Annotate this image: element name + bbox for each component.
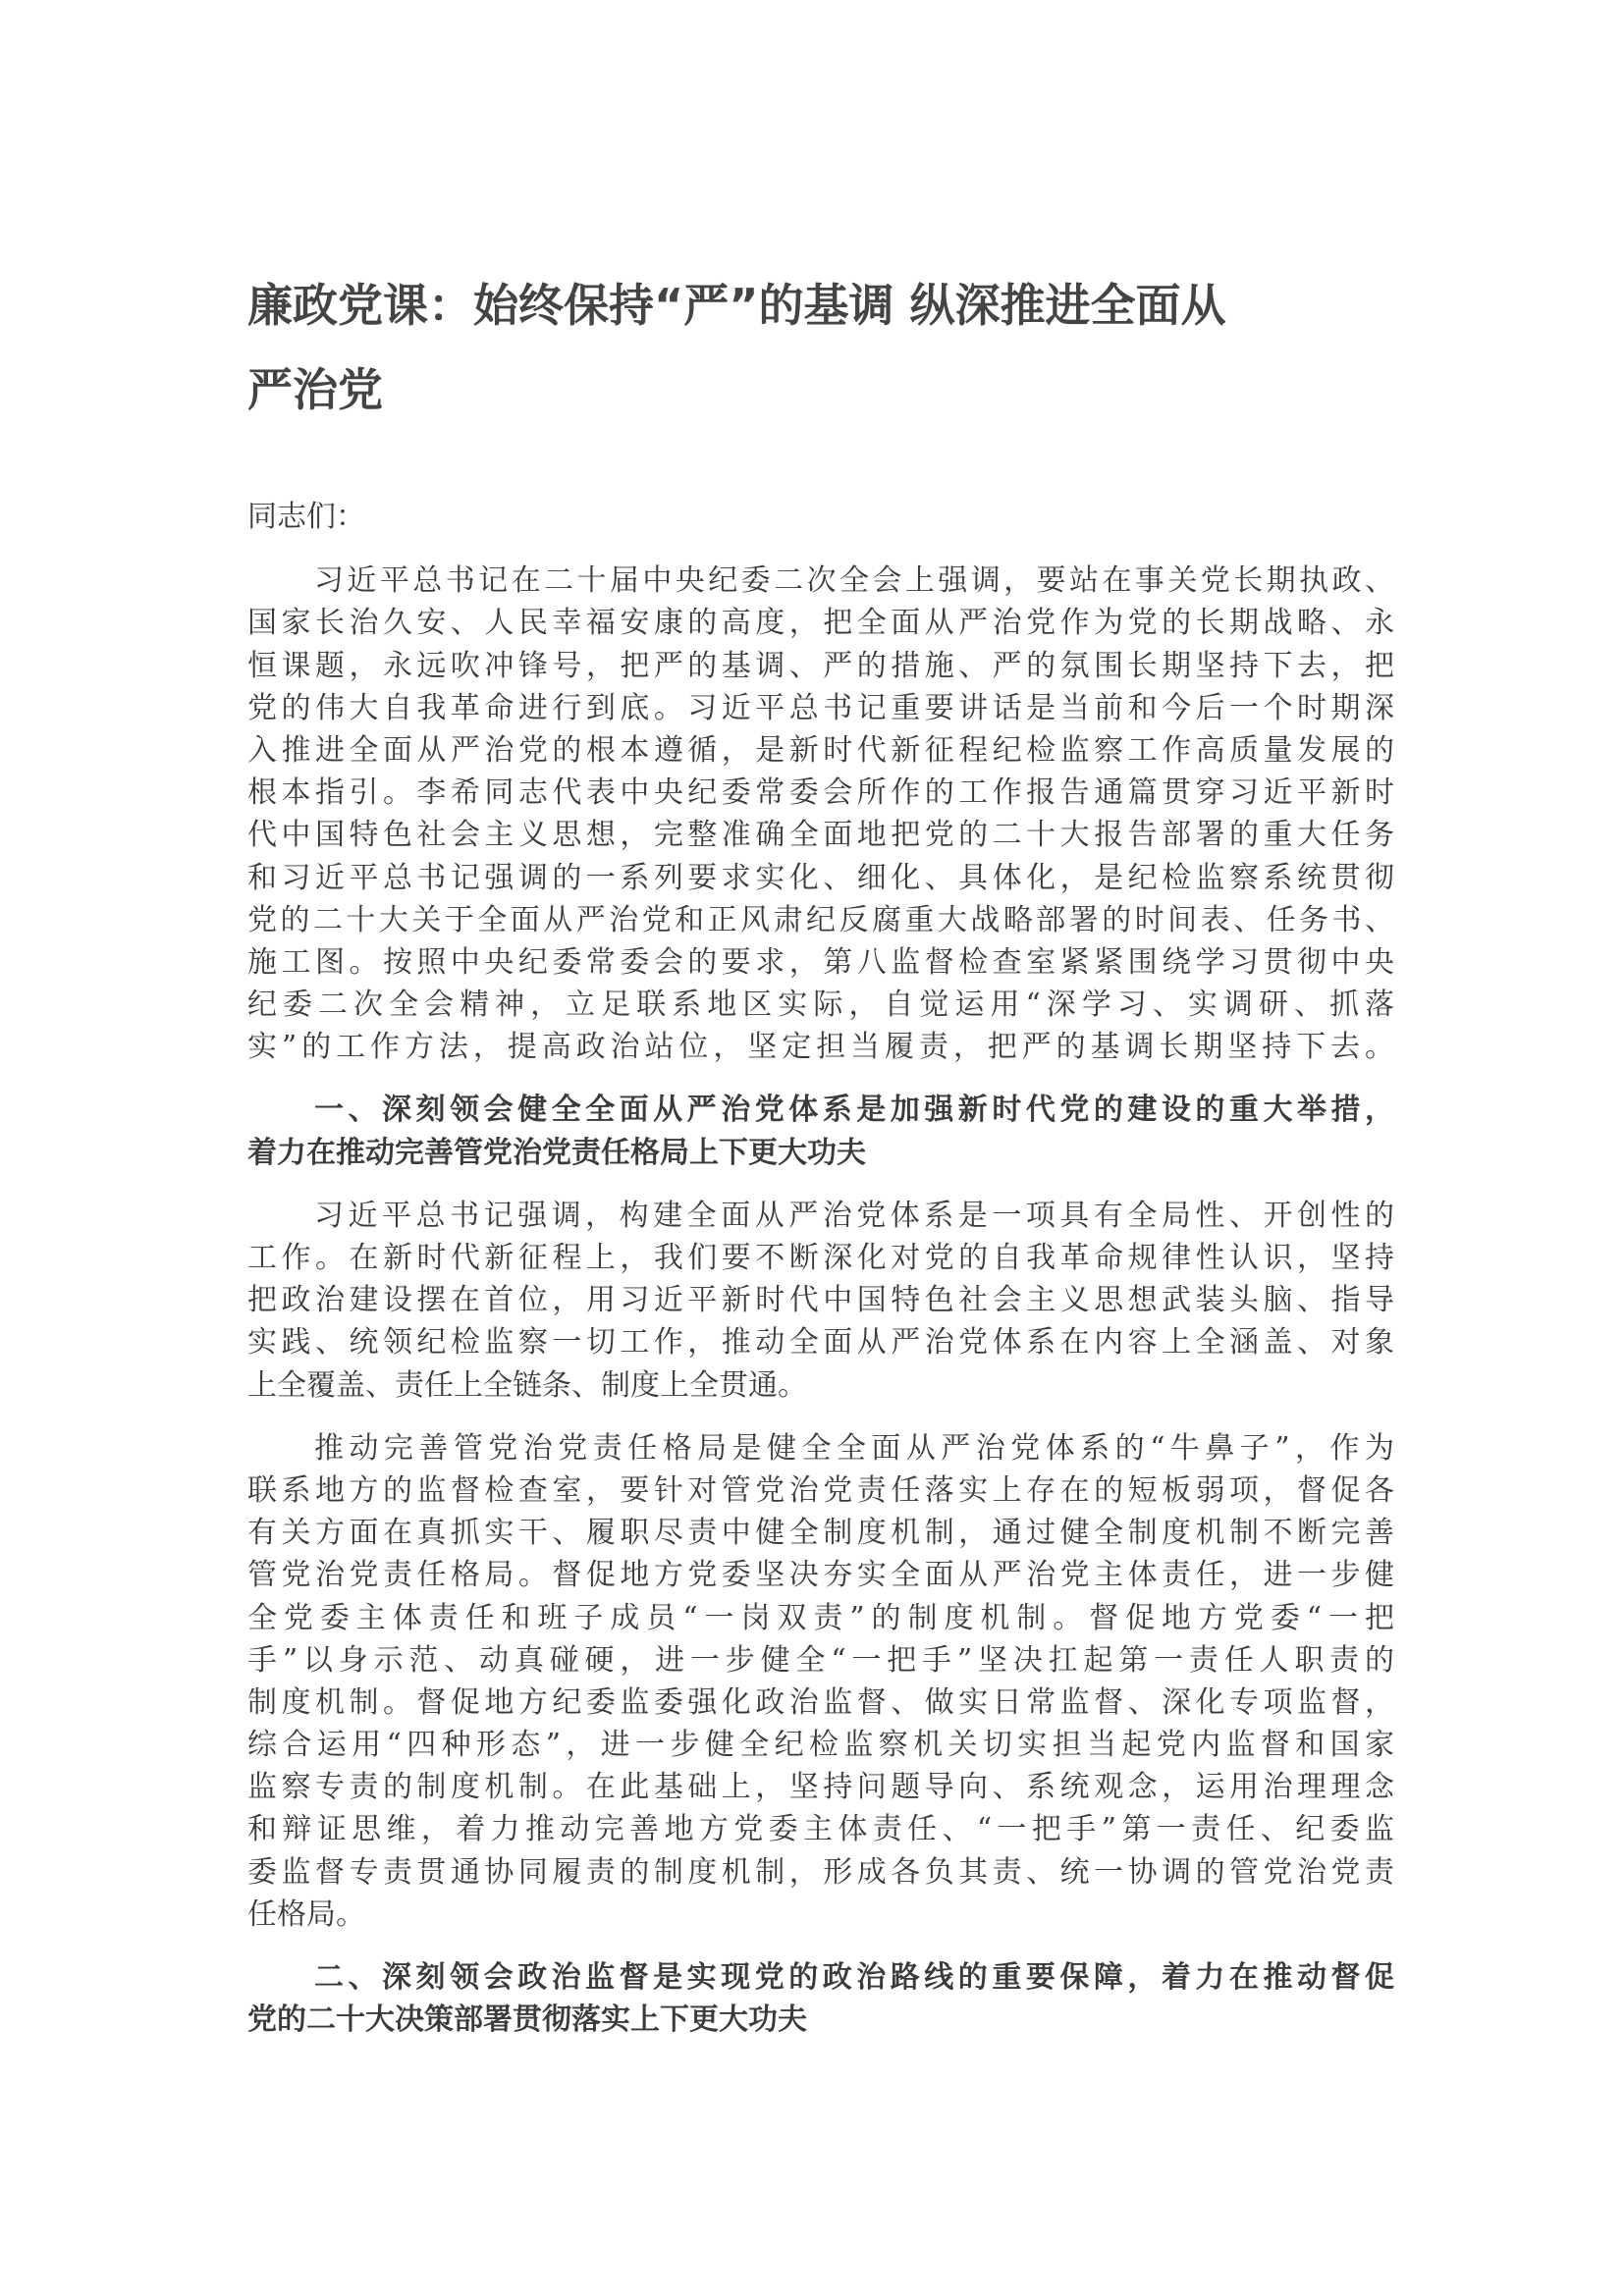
text-line: 党的二十大关于全面从严治党和正风肃纪反腐重大战略部署的时间表、任务书、 [247, 902, 1394, 937]
text-line: 习近平总书记强调，构建全面从严治党体系是一项具有全局性、开创性的 [314, 1198, 1394, 1233]
paragraph-responsibility [247, 1427, 1394, 1936]
text-line: 入推进全面从严治党的根本遵循，是新时代新征程纪检监察工作高质量发展的 [247, 732, 1394, 768]
text-line: 工作。在新时代新征程上，我们要不断深化对党的自我革命规律性认识，坚持 [247, 1241, 1394, 1275]
text-line: 把政治建设摆在首位，用习近平新时代中国特色社会主义思想武装头脑、指导 [247, 1283, 1394, 1318]
text-line: 管党治党责任格局。督促地方党委坚决夯实全面从严治党主体责任，进一步健 [247, 1558, 1394, 1593]
text-line: 任格局。 [247, 1896, 365, 1932]
document-body [247, 496, 1394, 2061]
text-line: 推动完善管党治党责任格局是健全全面从严治党体系的“牛鼻子”，作为 [314, 1430, 1394, 1466]
text-line: 国家长治久安、人民幸福安康的高度，把全面从严治党作为党的长期战略、永 [247, 606, 1394, 641]
text-line: 委监督专责贯通协同履责的制度机制，形成各负其责、统一协调的管党治党责 [247, 1854, 1394, 1890]
text-line: 联系地方的监督检查室，要针对管党治党责任落实上存在的短板弱项，督促各 [247, 1472, 1394, 1508]
heading-line: 党的二十大决策部署贯彻落实上下更大功夫 [247, 2002, 807, 2038]
text-line: 和习近平总书记强调的一系列要求实化、细化、具体化，是纪检监察系统贯彻 [247, 860, 1394, 895]
text-line: 纪委二次全会精神，立足联系地区实际，自觉运用“深学习、实调研、抓落 [247, 988, 1394, 1023]
text-line: 实”的工作方法，提高政治站位，坚定担当履责，把严的基调长期坚持下去。 [247, 1030, 1394, 1065]
text-line: 和辩证思维，着力推动完善地方党委主体责任、“一把手”第一责任、纪委监 [247, 1812, 1394, 1847]
title-line: 廉政党课：始终保持“严”的基调 纵深推进全面从 [247, 279, 1226, 332]
text-line: 根本指引。李希同志代表中央纪委常委会所作的工作报告通篇贯穿习近平新时 [247, 775, 1394, 811]
document-title [247, 263, 1394, 432]
heading-line: 一、深刻领会健全全面从严治党体系是加强新时代党的建设的重大举措， [314, 1093, 1394, 1128]
salutation [247, 496, 1394, 538]
text-line: 代中国特色社会主义思想，完整准确全面地把党的二十大报告部署的重大任务 [247, 818, 1394, 853]
heading-line: 着力在推动完善管党治党责任格局上下更大功夫 [247, 1135, 866, 1170]
salutation-text: 同志们： [247, 500, 365, 534]
text-line: 制度机制。督促地方纪委监委强化政治监督、做实日常监督、深化专项监督， [247, 1684, 1394, 1720]
text-line: 监察专责的制度机制。在此基础上，坚持问题导向、系统观念，运用治理理念 [247, 1770, 1394, 1805]
text-line: 全党委主体责任和班子成员“一岗双责”的制度机制。督促地方党委“一把 [247, 1600, 1394, 1635]
text-line: 习近平总书记在二十届中央纪委二次全会上强调，要站在事关党长期执政、 [314, 563, 1394, 599]
title-line: 严治党 [247, 363, 383, 416]
text-line: 党的伟大自我革命进行到底。习近平总书记重要讲话是当前和今后一个时期深 [247, 690, 1394, 725]
text-line: 有关方面在真抓实干、履职尽责中健全制度机制，通过健全制度机制不断完善 [247, 1516, 1394, 1551]
section-heading-1 [247, 1089, 1394, 1173]
section-heading-2 [247, 1956, 1394, 2041]
text-line: 手”以身示范、动真碰硬，进一步健全“一把手”坚决扛起第一责任人职责的 [247, 1642, 1394, 1678]
text-line: 恒课题，永远吹冲锋号，把严的基调、严的措施、严的氛围长期坚持下去，把 [247, 648, 1394, 683]
heading-line: 二、深刻领会政治监督是实现党的政治路线的重要保障，着力在推动督促 [314, 1960, 1394, 1995]
text-line: 实践、统领纪检监察一切工作，推动全面从严治党体系在内容上全涵盖、对象 [247, 1325, 1394, 1361]
paragraph-intro [247, 560, 1394, 1068]
text-line: 综合运用“四种形态”，进一步健全纪检监察机关切实担当起党内监督和国家 [247, 1728, 1394, 1763]
text-line: 施工图。按照中央纪委常委会的要求，第八监督检查室紧紧围绕学习贯彻中央 [247, 944, 1394, 980]
paragraph-system [247, 1195, 1394, 1407]
text-line: 上全覆盖、责任上全链条、制度上全贯通。 [247, 1367, 807, 1403]
